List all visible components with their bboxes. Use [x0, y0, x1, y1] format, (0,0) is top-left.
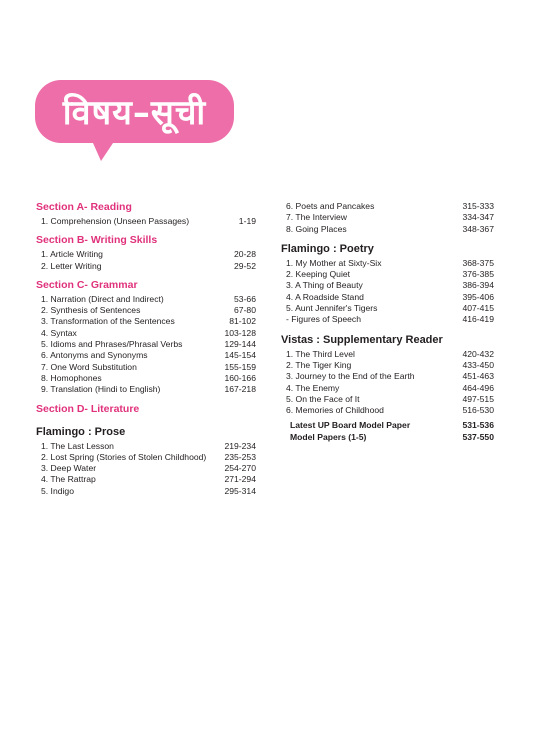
page-title: विषय–सूची [62, 93, 207, 133]
toc-entry [36, 452, 256, 463]
toc-entry-pages: 334-347 [462, 212, 494, 223]
toc-entry [36, 294, 256, 305]
toc-entry-pages: 420-432 [462, 348, 494, 359]
toc-entry-pages: 271-294 [224, 474, 256, 485]
toc-entry [36, 328, 256, 339]
toc-entry-pages: 53-66 [234, 293, 256, 304]
toc-entry-title: 3. Deep Water [41, 463, 97, 474]
toc-entry [281, 258, 494, 269]
toc-entry [281, 303, 494, 314]
toc-entry [36, 486, 256, 497]
toc-entry-pages: 235-253 [224, 451, 256, 462]
toc-entry-title: 5. Idioms and Phrases/Phrasal Verbs [41, 339, 183, 350]
toc-entry-title: 7. The Interview [286, 212, 347, 223]
toc-entry-pages: 81-102 [229, 316, 256, 327]
toc-entry-pages: 433-450 [462, 359, 494, 370]
toc-entry [281, 224, 494, 235]
toc-entry-title: Latest UP Board Model Paper [290, 420, 411, 431]
toc-entry-title: 8. Homophones [41, 372, 102, 383]
toc-entry [36, 373, 256, 384]
toc-entry-title: 2. Synthesis of Sentences [41, 305, 141, 316]
toc-entry-title: 3. Journey to the End of the Earth [286, 371, 415, 382]
toc-entry-title: 4. The Rattrap [41, 474, 96, 485]
toc-entry [36, 350, 256, 361]
toc-entry-title: 4. A Roadside Stand [286, 291, 364, 302]
toc-entry-title: 1. Narration (Direct and Indirect) [41, 293, 164, 304]
toc-entry [36, 216, 256, 227]
toc-entry-pages: 376-385 [462, 269, 494, 280]
toc-entry-pages: 145-154 [224, 350, 256, 361]
toc-entry-pages: 451-463 [462, 371, 494, 382]
toc-entry [36, 249, 256, 260]
toc-entry-pages: 537-550 [462, 431, 494, 442]
toc-entry-pages: 516-530 [462, 405, 494, 416]
toc-entry-pages: 29-52 [234, 260, 256, 271]
toc-entry [36, 474, 256, 485]
toc-entry-pages: 129-144 [224, 339, 256, 350]
toc-entry-pages: 167-218 [224, 384, 256, 395]
toc-entry-title: 2. Lost Spring (Stories of Stolen Childhood) [41, 451, 207, 462]
toc-entry-pages: 254-270 [224, 463, 256, 474]
toc-entry-pages: 368-375 [462, 257, 494, 268]
toc-entry-title: Model Papers (1-5) [290, 431, 367, 442]
toc-entry [36, 441, 256, 452]
toc-entry [36, 261, 256, 272]
section-heading: Section A- Reading [36, 201, 132, 213]
toc-entry-pages: 464-496 [462, 382, 494, 393]
toc-entry-pages: 219-234 [224, 440, 256, 451]
toc-entry-pages: 416-419 [462, 314, 494, 325]
toc-entry-title: 4. The Enemy [286, 382, 340, 393]
toc-entry [281, 349, 494, 360]
toc-entry-pages: 386-394 [462, 280, 494, 291]
section-heading: Section D- Literature [36, 402, 140, 415]
toc-entry-title: 6. Poets and Pancakes [286, 201, 375, 211]
subsection-heading: Flamingo : Prose [36, 425, 126, 438]
toc-entry [281, 314, 494, 325]
toc-entry-title: 9. Translation (Hindi to English) [41, 384, 161, 395]
contents-left-column [36, 201, 256, 497]
toc-entry-title: 6. Antonyms and Synonyms [41, 350, 148, 361]
toc-entry-pages: 20-28 [234, 249, 256, 260]
toc-entry [281, 383, 494, 394]
toc-entry-pages: 407-415 [462, 303, 494, 314]
toc-entry-title: 1. My Mother at Sixty-Six [286, 257, 382, 268]
toc-entry-title: 8. Going Places [286, 223, 347, 234]
toc-entry-pages: 155-159 [224, 361, 256, 372]
toc-entry-title: 5. On the Face of It [286, 393, 360, 404]
toc-entry-pages: 348-367 [462, 223, 494, 234]
toc-entry-title: 3. A Thing of Beauty [286, 280, 363, 291]
toc-entry-title: 2. Keeping Quiet [286, 269, 351, 280]
toc-entry-title: 3. Transformation of the Sentences [41, 316, 175, 327]
toc-entry [36, 316, 256, 327]
toc-entry-pages: 531-536 [462, 420, 494, 431]
toc-entry [281, 420, 494, 431]
toc-entry [36, 305, 256, 316]
contents-right-column [281, 201, 494, 443]
toc-entry-title: 4. Syntax [41, 327, 77, 338]
toc-entry-title: 1. The Last Lesson [41, 440, 114, 451]
toc-entry [36, 384, 256, 395]
toc-entry-title: 7. One Word Substitution [41, 361, 137, 372]
toc-entry [281, 360, 494, 371]
toc-entry [281, 269, 494, 280]
toc-entry-title: 5. Indigo [41, 485, 74, 496]
toc-entry-pages: 395-406 [462, 291, 494, 302]
subsection-heading: Flamingo : Poetry [281, 242, 374, 255]
section-heading: Section C- Grammar [36, 278, 138, 291]
toc-entry-pages: 497-515 [462, 393, 494, 404]
toc-entry-pages: 1-19 [238, 216, 256, 226]
toc-entry [36, 463, 256, 474]
toc-entry-title: 1. Comprehension (Unseen Passages) [41, 216, 190, 226]
toc-entry [281, 394, 494, 405]
toc-entry [281, 371, 494, 382]
toc-entry [281, 432, 494, 443]
toc-entry-title: 2. Letter Writing [41, 260, 102, 271]
toc-entry [281, 292, 494, 303]
toc-entry-title: 6. Memories of Childhood [286, 405, 384, 416]
toc-entry [281, 280, 494, 291]
toc-entry-title: 2. The Tiger King [286, 359, 352, 370]
toc-entry [36, 362, 256, 373]
section-heading: Section B- Writing Skills [36, 234, 158, 247]
toc-entry-pages: 103-128 [224, 327, 256, 338]
toc-entry-title: 1. Article Writing [41, 249, 103, 260]
toc-entry-title: 5. Aunt Jennifer's Tigers [286, 303, 378, 314]
toc-entry-title: 1. The Third Level [286, 348, 355, 359]
toc-entry [281, 201, 494, 212]
toc-entry-pages: 295-314 [224, 485, 256, 496]
subsection-heading: Vistas : Supplementary Reader [281, 333, 443, 346]
toc-entry [281, 405, 494, 416]
toc-entry-pages: 315-333 [462, 201, 494, 211]
toc-entry [281, 212, 494, 223]
toc-entry-title: - Figures of Speech [286, 314, 361, 325]
toc-entry [36, 339, 256, 350]
toc-entry-pages: 160-166 [224, 372, 256, 383]
toc-entry-pages: 67-80 [234, 305, 256, 316]
